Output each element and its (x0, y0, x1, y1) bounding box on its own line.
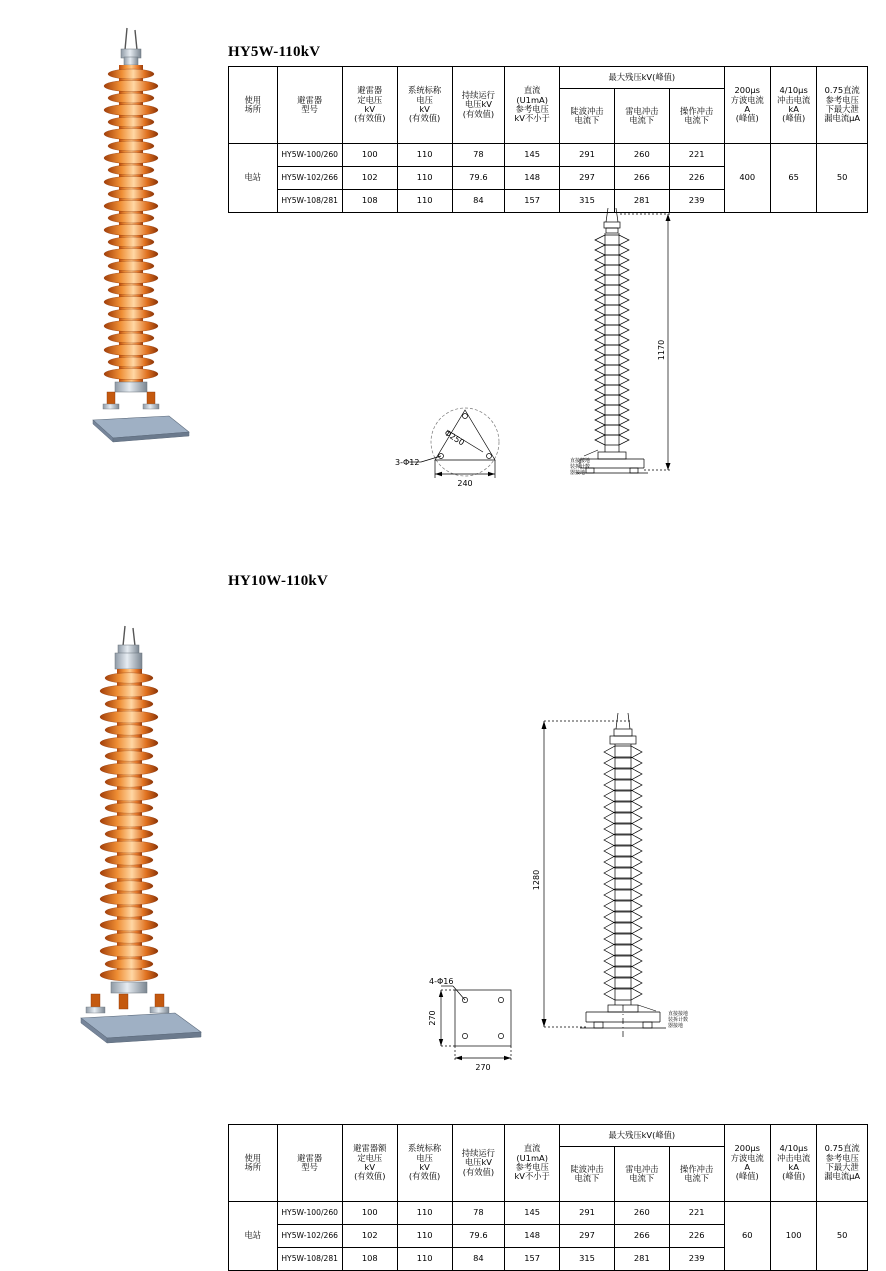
th-model: 避雷器 型号 (277, 1125, 342, 1202)
base-width-label: 270 (475, 1063, 491, 1072)
cell-system-kv: 110 (397, 1248, 452, 1271)
cell-model: HY5W-100/260 (277, 1202, 342, 1225)
product-photo-hy10w (55, 620, 230, 1040)
cell-rated-kv: 102 (342, 167, 397, 190)
cell-leakage: 50 (817, 144, 868, 213)
th-steep-wave: 陡波冲击 电流下 (560, 89, 615, 144)
height-dimension-label: 1280 (532, 869, 541, 891)
cell-model: HY5W-108/281 (277, 1248, 342, 1271)
th-leakage-current: 0.75直流 参考电压 下最大泄 漏电流μA (817, 67, 868, 144)
cell-dc-ref-kv: 148 (505, 167, 560, 190)
cell-steep: 291 (560, 1202, 615, 1225)
cell-switching: 239 (669, 1248, 724, 1271)
cell-model: HY5W-102/266 (277, 167, 342, 190)
cell-4-10us: 100 (770, 1202, 816, 1271)
table-header-row-1 (229, 1125, 868, 1147)
page-title-hy5w: HY5W-110kV (228, 44, 321, 60)
cell-continuous-kv: 84 (452, 190, 505, 213)
cell-continuous-kv: 78 (452, 144, 505, 167)
th-place: 使用 场所 (229, 67, 278, 144)
cell-steep: 315 (560, 190, 615, 213)
cell-rated-kv: 108 (342, 1248, 397, 1271)
th-place: 使用 场所 (229, 1125, 278, 1202)
cell-dc-ref-kv: 145 (505, 1202, 560, 1225)
th-continuous-voltage: 持续运行 电压kV (有效值) (452, 67, 505, 144)
cell-lightning: 266 (614, 167, 669, 190)
table-row (229, 144, 868, 167)
section-hy10w (0, 530, 886, 1264)
cell-continuous-kv: 79.6 (452, 1225, 505, 1248)
base-plan-hy10w (415, 970, 555, 1085)
th-200us-wave: 200μs 方波电流 A (峰值) (724, 67, 770, 144)
ground-note-line3: 器接地 (570, 470, 586, 476)
cell-steep: 297 (560, 1225, 615, 1248)
th-rated-voltage: 避雷器额 定电压 kV (有效值) (342, 1125, 397, 1202)
cell-dc-ref-kv: 157 (505, 1248, 560, 1271)
base-height-label: 270 (428, 1010, 437, 1026)
cell-system-kv: 110 (397, 167, 452, 190)
th-4-10us-impulse: 4/10μs 冲击电流 kA (峰值) (770, 1125, 816, 1202)
cell-system-kv: 110 (397, 190, 452, 213)
th-lightning-impulse: 雷电冲击 电流下 (614, 1147, 669, 1202)
th-steep-wave: 陡波冲击 电流下 (560, 1147, 615, 1202)
th-switching-impulse: 操作冲击 电流下 (669, 1147, 724, 1202)
th-4-10us-impulse: 4/10μs 冲击电流 kA (峰值) (770, 67, 816, 144)
cell-place: 电站 (229, 144, 278, 213)
th-200us-wave: 200μs 方波电流 A (峰值) (724, 1125, 770, 1202)
cell-system-kv: 110 (397, 1202, 452, 1225)
th-leakage-current: 0.75直流 参考电压 下最大泄 漏电流μA (817, 1125, 868, 1202)
cell-switching: 226 (669, 167, 724, 190)
base-circle-label: Φ250 (442, 428, 466, 448)
cell-rated-kv: 102 (342, 1225, 397, 1248)
cell-model: HY5W-108/281 (277, 190, 342, 213)
product-photo-hy5w (55, 20, 225, 440)
cell-lightning: 281 (614, 1248, 669, 1271)
th-rated-voltage: 避雷器 定电压 kV (有效值) (342, 67, 397, 144)
th-system-voltage: 系统标称 电压 kV (有效值) (397, 67, 452, 144)
section-hy5w (0, 0, 886, 530)
cell-steep: 297 (560, 167, 615, 190)
th-model: 避雷器 型号 (277, 67, 342, 144)
outline-drawing-hy5w (540, 200, 740, 500)
ground-note-line3: 器接地 (668, 1023, 684, 1029)
cell-200us: 400 (724, 144, 770, 213)
cell-continuous-kv: 79.6 (452, 167, 505, 190)
spec-table-hy5w (228, 66, 868, 213)
cell-place: 电站 (229, 1202, 278, 1271)
cell-lightning: 266 (614, 1225, 669, 1248)
cell-switching: 226 (669, 1225, 724, 1248)
cell-model: HY5W-100/260 (277, 144, 342, 167)
cell-rated-kv: 100 (342, 144, 397, 167)
cell-system-kv: 110 (397, 144, 452, 167)
hole-note-label: 3-Φ12 (395, 458, 420, 467)
th-lightning-impulse: 雷电冲击 电流下 (614, 89, 669, 144)
ground-note-line1: 直接接地 (668, 1011, 689, 1017)
ground-note-line2: 装拆计数 (668, 1017, 689, 1023)
table-header-row-1 (229, 67, 868, 89)
cell-steep: 291 (560, 144, 615, 167)
cell-steep: 315 (560, 1248, 615, 1271)
page-title-hy10w: HY10W-110kV (228, 573, 328, 589)
th-max-residual: 最大残压kV(峰值) (560, 1125, 724, 1147)
cell-switching: 221 (669, 1202, 724, 1225)
cell-model: HY5W-102/266 (277, 1225, 342, 1248)
cell-lightning: 260 (614, 1202, 669, 1225)
th-switching-impulse: 操作冲击 电流下 (669, 89, 724, 144)
base-plan-hy5w (395, 400, 545, 510)
th-continuous-voltage: 持续运行 电压kV (有效值) (452, 1125, 505, 1202)
cell-lightning: 260 (614, 144, 669, 167)
th-dc-reference: 直流 (U1mA) 参考电压 kV不小于 (505, 67, 560, 144)
cell-dc-ref-kv: 145 (505, 144, 560, 167)
table-row (229, 1202, 868, 1225)
cell-leakage: 50 (817, 1202, 868, 1271)
base-width-label: 240 (457, 479, 473, 488)
cell-lightning: 281 (614, 190, 669, 213)
cell-rated-kv: 100 (342, 1202, 397, 1225)
spec-table-hy10w (228, 1124, 868, 1271)
cell-dc-ref-kv: 148 (505, 1225, 560, 1248)
cell-switching: 221 (669, 144, 724, 167)
cell-rated-kv: 108 (342, 190, 397, 213)
cell-continuous-kv: 84 (452, 1248, 505, 1271)
th-system-voltage: 系统标称 电压 kV (有效值) (397, 1125, 452, 1202)
cell-system-kv: 110 (397, 1225, 452, 1248)
hole-note-label: 4-Φ16 (429, 977, 454, 986)
ground-note-line1: 直接接地 (570, 458, 591, 464)
th-dc-reference: 直流 (U1mA) 参考电压 kV不小于 (505, 1125, 560, 1202)
th-max-residual: 最大残压kV(峰值) (560, 67, 724, 89)
cell-4-10us: 65 (770, 144, 816, 213)
ground-note-line2: 装拆计数 (570, 464, 591, 470)
cell-switching: 239 (669, 190, 724, 213)
cell-200us: 60 (724, 1202, 770, 1271)
cell-dc-ref-kv: 157 (505, 190, 560, 213)
height-dimension-label: 1170 (657, 339, 666, 361)
cell-continuous-kv: 78 (452, 1202, 505, 1225)
